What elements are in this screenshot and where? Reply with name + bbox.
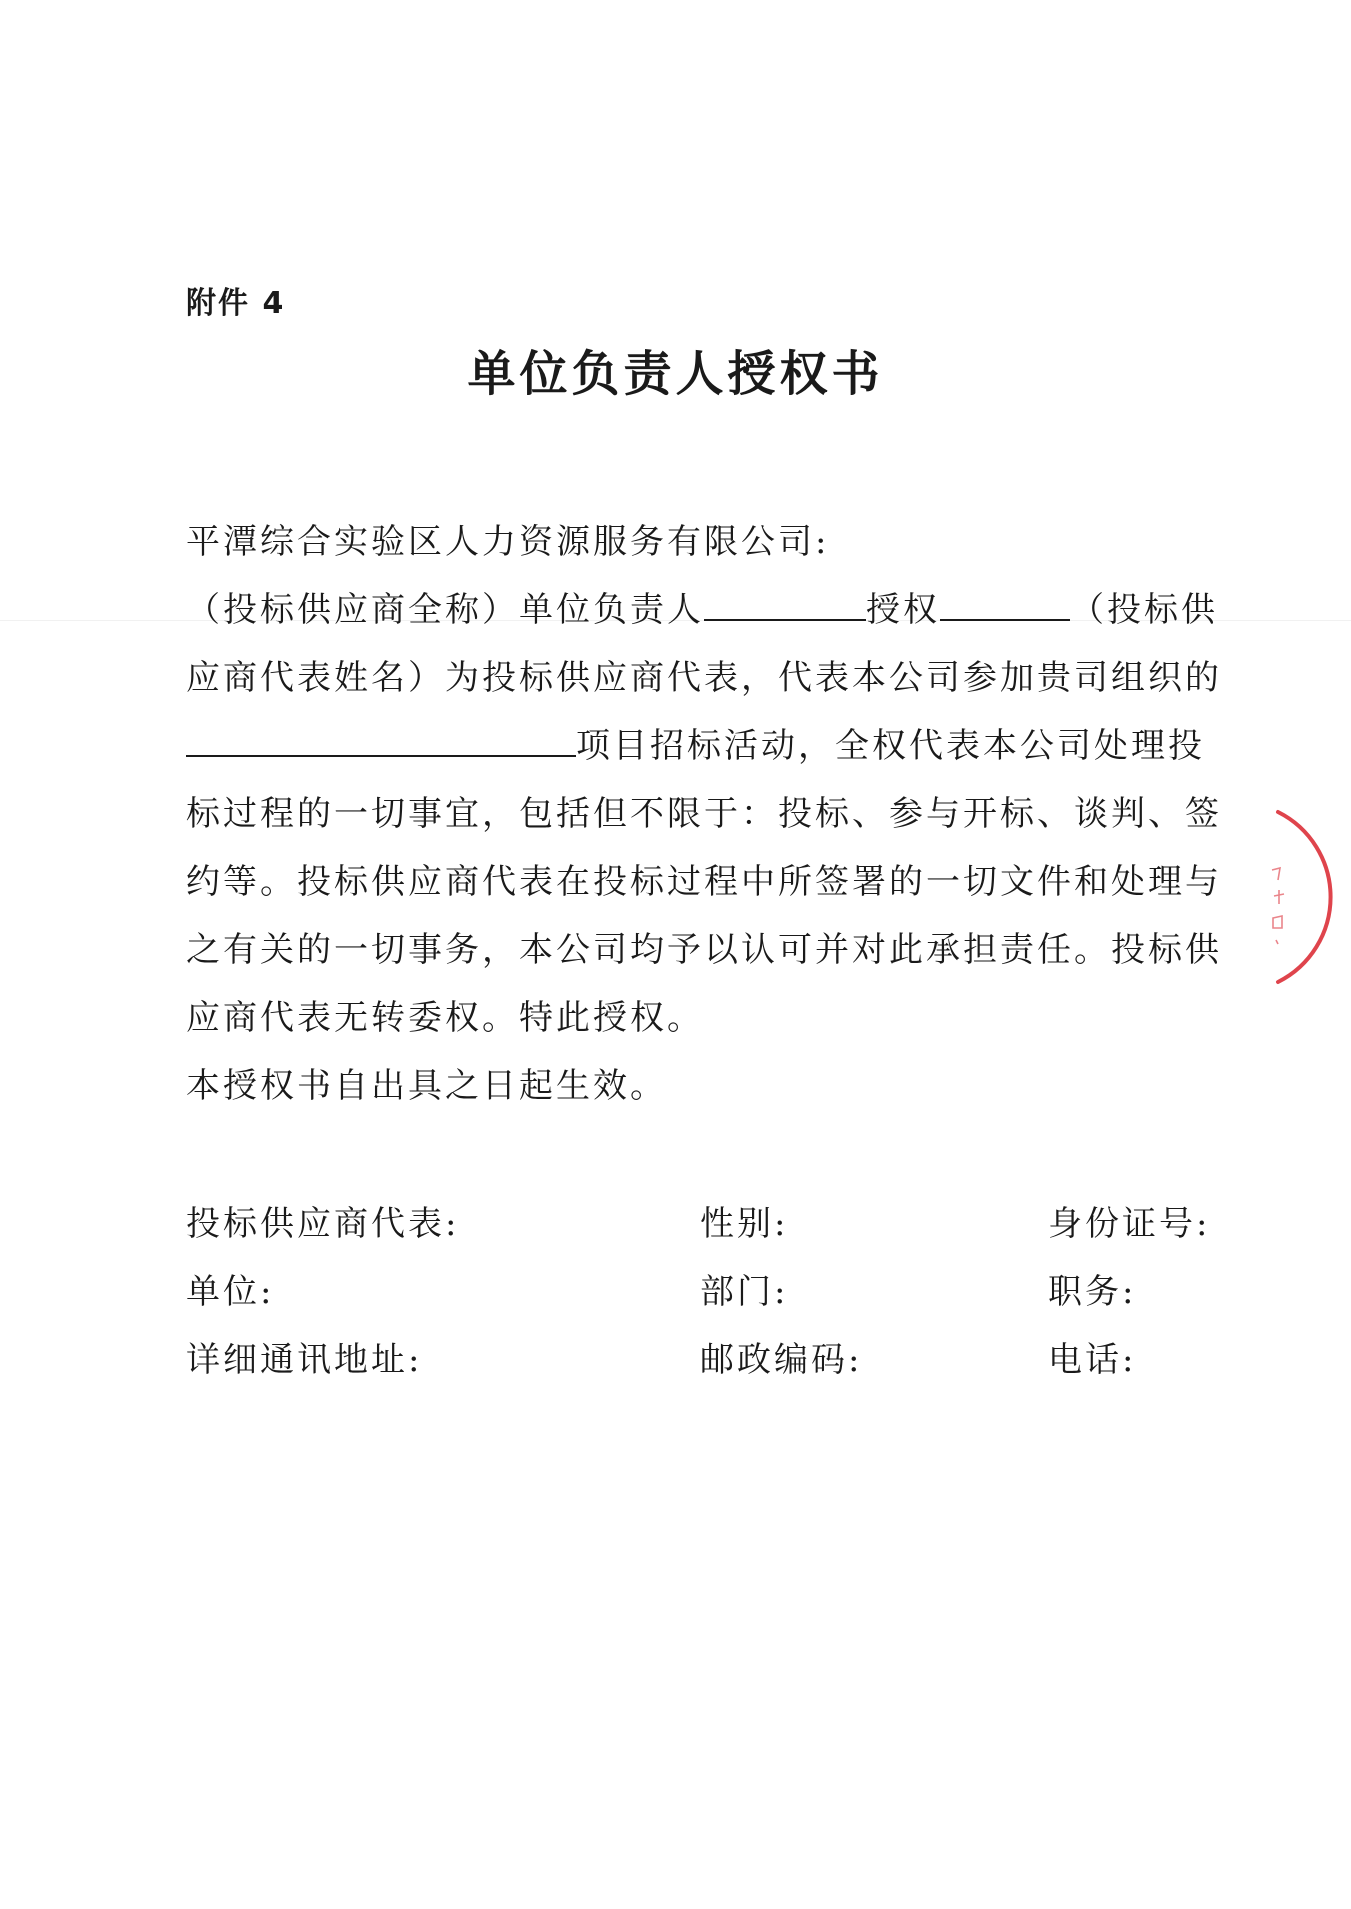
paragraph-line-3 [186, 718, 1205, 767]
field-phone: 电话: [1048, 1340, 1137, 1380]
field-postcode: 邮政编码: [700, 1340, 863, 1380]
paragraph-line-1-c: （投标供 [1070, 590, 1218, 630]
partial-seal-stamp [1270, 800, 1351, 990]
field-position: 职务: [1048, 1272, 1137, 1312]
paragraph-line-6: 之有关的一切事务，本公司均予以认可并对此承担责任。投标供 [186, 930, 1222, 970]
paragraph-line-2: 应商代表姓名）为投标供应商代表，代表本公司参加贵司组织的 [186, 658, 1222, 698]
paragraph-line-7: 应商代表无转委权。特此授权。 [186, 998, 704, 1038]
document-title: 单位负责人授权书 [467, 346, 884, 402]
blank-responsible-person [704, 593, 866, 621]
paragraph-line-4: 标过程的一切事宜，包括但不限于：投标、参与开标、谈判、签 [186, 794, 1222, 834]
paragraph-line-5: 约等。投标供应商代表在投标过程中所签署的一切文件和处理与 [186, 862, 1222, 902]
blank-representative-name [940, 593, 1070, 621]
field-id-number: 身份证号: [1048, 1204, 1211, 1244]
attachment-label: 附件 4 [186, 286, 286, 321]
field-address: 详细通讯地址: [186, 1340, 423, 1380]
blank-project-name [186, 729, 576, 757]
addressee: 平潭综合实验区人力资源服务有限公司: [186, 522, 830, 562]
field-representative: 投标供应商代表: [186, 1204, 460, 1244]
paragraph-line-1-b: 授权 [866, 590, 940, 630]
paragraph-line-3-b: 项目招标活动，全权代表本公司处理投 [576, 726, 1205, 766]
field-gender: 性别: [700, 1204, 789, 1244]
field-unit: 单位: [186, 1272, 275, 1312]
paragraph-line-1-a: （投标供应商全称）单位负责人 [186, 590, 704, 630]
field-department: 部门: [700, 1272, 789, 1312]
paragraph-line-1 [186, 582, 1218, 631]
effective-statement: 本授权书自出具之日起生效。 [186, 1066, 667, 1106]
